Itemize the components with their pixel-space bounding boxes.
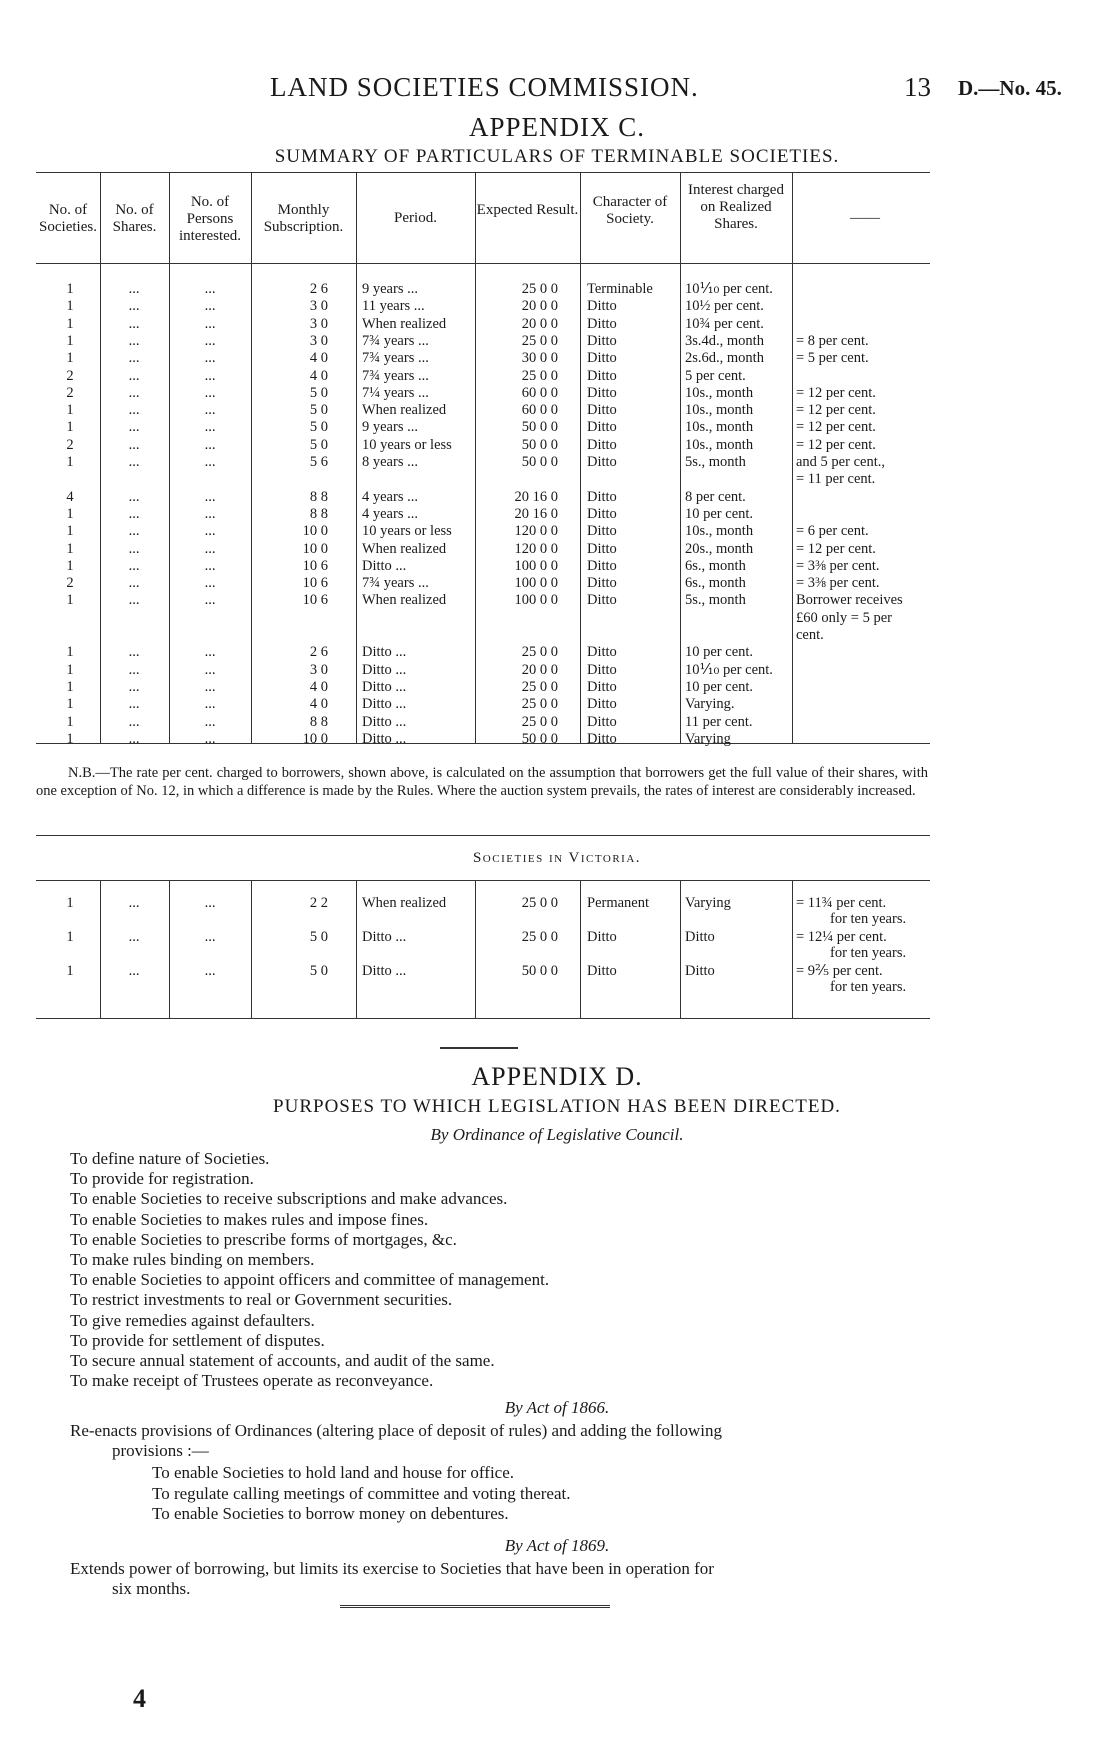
cell-chr: Ditto xyxy=(587,402,617,419)
cell-chr: Ditto xyxy=(587,929,617,945)
cell-chr: Ditto xyxy=(587,713,617,730)
victoria-bottom-rule xyxy=(36,1018,930,1019)
cell-int: 6s., month xyxy=(685,557,746,574)
cell-per: ... xyxy=(204,713,216,730)
cell-chr: Ditto xyxy=(587,332,617,349)
cell-rem: = 9⅖ per cent. xyxy=(796,963,883,979)
cell-sh: ... xyxy=(128,661,140,678)
appendix-c-title: APPENDIX C. xyxy=(468,112,646,142)
cell-rem: Borrower receives xyxy=(796,592,903,609)
col-header-societies: No. of Societies. xyxy=(39,202,97,235)
cell-soc: 1 xyxy=(66,402,74,419)
cell-exp: 100 0 0 xyxy=(514,557,558,574)
cell-per: ... xyxy=(204,298,216,315)
cell-exp: 20 0 0 xyxy=(521,298,558,315)
cell-chr: Ditto xyxy=(587,488,617,505)
cell-per: ... xyxy=(204,315,216,332)
ordinance-item: To restrict investments to real or Government securities. xyxy=(70,1290,453,1310)
cell-prd: When realized xyxy=(362,402,447,419)
cell-chr: Ditto xyxy=(587,644,617,661)
cell-soc: 1 xyxy=(66,540,74,557)
cell-int: Varying. xyxy=(685,696,735,713)
cell-chr: Ditto xyxy=(587,315,617,332)
cell-prd: 7¼ years ... xyxy=(362,384,429,401)
cell-soc: 1 xyxy=(66,332,74,349)
ordinance-item: To secure annual statement of accounts, and audit of the same. xyxy=(70,1351,495,1370)
cell-soc: 1 xyxy=(66,557,74,574)
cell-mon: 3 0 xyxy=(309,298,328,315)
cell-exp: 50 0 0 xyxy=(521,730,558,747)
col-header-remarks: —— xyxy=(850,210,880,226)
cell-per: ... xyxy=(204,384,216,401)
col-header-persons: No. of Persons interested. xyxy=(178,194,242,244)
cell-exp: 25 0 0 xyxy=(521,696,558,713)
cell-prd: When realized xyxy=(362,540,447,557)
cell-soc: 2 xyxy=(66,575,74,592)
cell-chr: Permanent xyxy=(587,895,650,911)
appendix-d-subtitle: PURPOSES TO WHICH LEGISLATION HAS BEEN DIRECTED. xyxy=(273,1096,841,1117)
cell-rem: = 3⅜ per cent. xyxy=(796,575,880,592)
act-1866-text: Re-enacts provisions of Ordinances (altering place of deposit of rules) and adding the following xyxy=(70,1421,722,1440)
cell-int: 10½ per cent. xyxy=(685,298,764,315)
cell-sh: ... xyxy=(128,696,140,713)
cell-mon: 8 8 xyxy=(309,505,328,522)
cell-per: ... xyxy=(204,661,216,678)
cell-per: ... xyxy=(204,592,216,609)
cell-mon: 4 0 xyxy=(309,350,328,367)
cell-sh: ... xyxy=(128,298,140,315)
cell-chr: Ditto xyxy=(587,661,617,678)
cell-chr: Ditto xyxy=(587,298,617,315)
cell-per: ... xyxy=(204,488,216,505)
cell-chr: Ditto xyxy=(587,367,617,384)
cell-soc: 1 xyxy=(66,350,74,367)
act-1869-text: Extends power of borrowing, but limits its exercise to Societies that have been in operation for xyxy=(70,1559,714,1578)
cell-int: 10 per cent. xyxy=(685,678,754,695)
page-number: 13 xyxy=(904,72,931,102)
cell-mon: 5 0 xyxy=(309,963,328,979)
cell-int: Varying xyxy=(685,895,731,911)
cell-int: Ditto xyxy=(685,929,715,945)
cell-mon: 5 0 xyxy=(309,384,328,401)
cell-mon: 10 0 xyxy=(302,540,328,557)
cell-mon: 4 0 xyxy=(309,696,328,713)
cell-rem-cont: for ten years. xyxy=(830,979,907,995)
ordinance-item: To enable Societies to makes rules and impose fines. xyxy=(70,1209,429,1229)
cell-per: ... xyxy=(204,436,216,453)
ordinance-item: To provide for settlement of disputes. xyxy=(70,1330,325,1350)
cell-per: ... xyxy=(204,895,216,911)
ordinance-item: To provide for registration. xyxy=(70,1169,254,1189)
cell-sh: ... xyxy=(128,540,140,557)
cell-sh: ... xyxy=(128,332,140,349)
document-number: D.—No. 45. xyxy=(958,76,1062,100)
cell-per: ... xyxy=(204,419,216,436)
cell-chr: Ditto xyxy=(587,540,617,557)
cell-sh: ... xyxy=(128,402,140,419)
cell-mon: 3 0 xyxy=(309,315,328,332)
cell-prd: 8 years ... xyxy=(362,454,418,470)
cell-sh: ... xyxy=(128,419,140,436)
cell-per: ... xyxy=(204,402,216,419)
cell-soc: 1 xyxy=(66,730,74,747)
cell-rem: = 8 per cent. xyxy=(796,332,869,349)
cell-sh: ... xyxy=(128,895,140,911)
cell-soc: 1 xyxy=(66,696,74,713)
cell-exp: 25 0 0 xyxy=(521,332,558,349)
cell-per: ... xyxy=(204,350,216,367)
cell-mon: 8 8 xyxy=(309,713,328,730)
cell-soc: 1 xyxy=(66,895,74,911)
cell-exp: 20 16 0 xyxy=(514,488,558,505)
cell-prd: 10 years or less xyxy=(362,523,452,540)
cell-sh: ... xyxy=(128,436,140,453)
cell-exp: 25 0 0 xyxy=(521,281,558,297)
cell-int: Ditto xyxy=(685,963,715,979)
cell-chr: Ditto xyxy=(587,575,617,592)
cell-int: 6s., month xyxy=(685,575,746,592)
cell-sh: ... xyxy=(128,281,140,297)
cell-int: 10s., month xyxy=(685,436,754,453)
cell-rem: and 5 per cent., xyxy=(796,454,885,470)
cell-chr: Ditto xyxy=(587,384,617,401)
table-note: N.B.—The rate per cent. charged to borrowers, shown above, is calculated on the assumption that borrowers get the full value of their shares, with one exception of No. 12, in which a difference is made by the Rules. Where the auction system prevails, the rates of interest are considerably increased. xyxy=(36,765,928,799)
ordinance-item: To define nature of Societies. xyxy=(70,1149,270,1168)
cell-prd: 4 years ... xyxy=(362,488,418,505)
cell-rem: £60 only = 5 per xyxy=(796,609,892,626)
cell-rem: = 5 per cent. xyxy=(796,350,869,367)
cell-per: ... xyxy=(204,929,216,945)
cell-int: 10s., month xyxy=(685,402,754,419)
footer-mark: 4 xyxy=(133,1684,146,1713)
cell-soc: 1 xyxy=(66,661,74,678)
cell-sh: ... xyxy=(128,367,140,384)
cell-chr: Ditto xyxy=(587,696,617,713)
cell-exp: 60 0 0 xyxy=(521,384,558,401)
cell-sh: ... xyxy=(128,454,140,470)
cell-int: 10s., month xyxy=(685,523,754,540)
cell-per: ... xyxy=(204,505,216,522)
cell-int: 3s.4d., month xyxy=(685,332,764,349)
col-header-character: Character of Society. xyxy=(592,194,668,227)
cell-chr: Ditto xyxy=(587,350,617,367)
cell-exp: 120 0 0 xyxy=(514,540,558,557)
col-header-shares: No. of Shares. xyxy=(112,202,157,235)
table-header-rule xyxy=(36,263,930,264)
victoria-top-rule xyxy=(36,835,930,836)
cell-exp: 25 0 0 xyxy=(521,929,558,945)
cell-soc: 1 xyxy=(66,523,74,540)
cell-int: 10s., month xyxy=(685,384,754,401)
cell-int: 10⅒ per cent. xyxy=(685,281,773,297)
cell-mon: 4 0 xyxy=(309,367,328,384)
cell-int: 10 per cent. xyxy=(685,644,754,661)
cell-mon: 5 0 xyxy=(309,402,328,419)
cell-chr: Ditto xyxy=(587,557,617,574)
cell-per: ... xyxy=(204,557,216,574)
cell-int: 10⅒ per cent. xyxy=(685,661,773,678)
cell-prd: Ditto ... xyxy=(362,644,407,661)
table-top-rule xyxy=(36,172,930,173)
cell-chr: Ditto xyxy=(587,592,617,609)
cell-prd: When realized xyxy=(362,895,447,911)
cell-per: ... xyxy=(204,963,216,979)
cell-sh: ... xyxy=(128,929,140,945)
cell-mon: 4 0 xyxy=(309,678,328,695)
cell-prd: Ditto ... xyxy=(362,713,407,730)
cell-soc: 2 xyxy=(66,367,74,384)
cell-int: 5s., month xyxy=(685,592,746,609)
cell-rem: = 6 per cent. xyxy=(796,523,869,540)
cell-exp: 25 0 0 xyxy=(521,678,558,695)
cell-exp: 25 0 0 xyxy=(521,713,558,730)
cell-rem: = 12 per cent. xyxy=(796,384,876,401)
cell-soc: 2 xyxy=(66,436,74,453)
cell-int: Varying xyxy=(685,730,731,747)
cell-prd: Ditto ... xyxy=(362,661,407,678)
cell-int: 20s., month xyxy=(685,540,754,557)
cell-exp: 50 0 0 xyxy=(521,419,558,436)
cell-sh: ... xyxy=(128,963,140,979)
ordinance-heading: By Ordinance of Legislative Council. xyxy=(430,1125,684,1144)
cell-sh: ... xyxy=(128,557,140,574)
col-divider xyxy=(580,880,581,1018)
cell-int: 8 per cent. xyxy=(685,488,746,505)
cell-rem: cent. xyxy=(796,627,824,643)
col-divider xyxy=(580,172,581,743)
act-1869-text-cont: six months. xyxy=(112,1579,191,1598)
act-1866-text-cont: provisions :— xyxy=(112,1441,209,1460)
cell-prd: 11 years ... xyxy=(362,298,425,315)
cell-mon: 2 6 xyxy=(309,644,328,661)
cell-mon: 10 6 xyxy=(302,557,328,574)
cell-per: ... xyxy=(204,367,216,384)
cell-sh: ... xyxy=(128,384,140,401)
cell-rem: = 12 per cent. xyxy=(796,436,876,453)
cell-prd: Ditto ... xyxy=(362,730,407,747)
col-header-monthly: Monthly Subscription. xyxy=(263,202,344,235)
cell-exp: 60 0 0 xyxy=(521,402,558,419)
cell-sh: ... xyxy=(128,315,140,332)
col-divider xyxy=(356,172,357,743)
cell-prd: Ditto ... xyxy=(362,696,407,713)
act-1866-item: To enable Societies to borrow money on debentures. xyxy=(152,1504,509,1523)
cell-mon: 3 0 xyxy=(309,332,328,349)
cell-prd: 7¾ years ... xyxy=(362,332,429,349)
cell-per: ... xyxy=(204,644,216,661)
cell-chr: Ditto xyxy=(587,454,617,470)
act-1866-item: To enable Societies to hold land and house for office. xyxy=(152,1463,515,1482)
cell-prd: 9 years ... xyxy=(362,281,418,297)
cell-mon: 10 0 xyxy=(302,730,328,747)
cell-mon: 10 6 xyxy=(302,575,328,592)
cell-soc: 1 xyxy=(66,592,74,609)
cell-soc: 1 xyxy=(66,298,74,315)
victoria-header-rule xyxy=(36,880,930,881)
cell-prd: 7¾ years ... xyxy=(362,575,429,592)
ordinance-item: To enable Societies to appoint officers and committee of management. xyxy=(70,1270,550,1290)
cell-mon: 10 0 xyxy=(302,523,328,540)
cell-per: ... xyxy=(204,281,216,297)
cell-sh: ... xyxy=(128,505,140,522)
cell-exp: 20 16 0 xyxy=(514,505,558,522)
cell-soc: 4 xyxy=(66,488,74,505)
ordinance-item: To enable Societies to prescribe forms of mortgages, &c. xyxy=(70,1229,457,1249)
cell-per: ... xyxy=(204,523,216,540)
cell-rem: = 12¼ per cent. xyxy=(796,929,887,945)
appendix-d-title: APPENDIX D. xyxy=(471,1062,643,1091)
cell-prd: Ditto ... xyxy=(362,963,407,979)
cell-chr: Ditto xyxy=(587,963,617,979)
col-divider xyxy=(356,880,357,1018)
cell-exp: 25 0 0 xyxy=(521,895,558,911)
cell-soc: 1 xyxy=(66,419,74,436)
ordinance-item: To give remedies against defaulters. xyxy=(70,1310,315,1330)
cell-int: 5 per cent. xyxy=(685,367,746,384)
cell-soc: 2 xyxy=(66,384,74,401)
cell-exp: 25 0 0 xyxy=(521,644,558,661)
cell-per: ... xyxy=(204,696,216,713)
cell-exp: 50 0 0 xyxy=(521,436,558,453)
act-1869-heading: By Act of 1869. xyxy=(504,1536,610,1555)
col-header-period: Period. xyxy=(394,210,437,226)
cell-per: ... xyxy=(204,454,216,470)
cell-chr: Ditto xyxy=(587,730,617,747)
cell-prd: 10 years or less xyxy=(362,436,452,453)
cell-mon: 5 0 xyxy=(309,436,328,453)
cell-prd: 4 years ... xyxy=(362,505,418,522)
cell-mon: 2 2 xyxy=(309,895,328,911)
cell-chr: Terminable xyxy=(587,281,653,297)
cell-sh: ... xyxy=(128,730,140,747)
cell-exp: 30 0 0 xyxy=(521,350,558,367)
cell-mon: 2 6 xyxy=(309,281,328,297)
cell-exp: 100 0 0 xyxy=(514,575,558,592)
page-header-title: LAND SOCIETIES COMMISSION. xyxy=(270,72,699,102)
cell-soc: 1 xyxy=(66,315,74,332)
cell-chr: Ditto xyxy=(587,419,617,436)
cell-soc: 1 xyxy=(66,644,74,661)
cell-sh: ... xyxy=(128,678,140,695)
ordinance-item: To enable Societies to receive subscriptions and make advances. xyxy=(70,1189,508,1209)
cell-exp: 100 0 0 xyxy=(514,592,558,609)
cell-rem: = 12 per cent. xyxy=(796,402,876,419)
cell-per: ... xyxy=(204,730,216,747)
cell-rem: = 3⅜ per cent. xyxy=(796,557,880,574)
section-divider xyxy=(440,1047,518,1049)
cell-int: 10 per cent. xyxy=(685,505,754,522)
cell-prd: Ditto ... xyxy=(362,557,407,574)
cell-soc: 1 xyxy=(66,505,74,522)
cell-exp: 20 0 0 xyxy=(521,661,558,678)
cell-rem: = 11¾ per cent. xyxy=(796,895,887,911)
cell-rem: = 11 per cent. xyxy=(796,471,876,488)
cell-sh: ... xyxy=(128,575,140,592)
cell-sh: ... xyxy=(128,644,140,661)
cell-sh: ... xyxy=(128,713,140,730)
cell-exp: 20 0 0 xyxy=(521,315,558,332)
cell-int: 10¾ per cent. xyxy=(685,315,764,332)
appendix-c-subtitle: SUMMARY OF PARTICULARS OF TERMINABLE SOCIETIES. xyxy=(274,146,840,167)
cell-exp: 120 0 0 xyxy=(514,523,558,540)
act-1866-heading: By Act of 1866. xyxy=(504,1398,610,1417)
cell-sh: ... xyxy=(128,523,140,540)
cell-per: ... xyxy=(204,678,216,695)
cell-prd: 7¾ years ... xyxy=(362,367,429,384)
cell-soc: 1 xyxy=(66,454,74,470)
ordinance-item: To make rules binding on members. xyxy=(70,1250,315,1269)
cell-rem-cont: for ten years. xyxy=(830,945,907,961)
cell-int: 10s., month xyxy=(685,419,754,436)
cell-prd: When realized xyxy=(362,592,447,609)
cell-sh: ... xyxy=(128,592,140,609)
cell-mon: 5 6 xyxy=(309,454,328,470)
cell-per: ... xyxy=(204,332,216,349)
cell-per: ... xyxy=(204,575,216,592)
cell-exp: 50 0 0 xyxy=(521,454,558,470)
cell-int: 11 per cent. xyxy=(685,713,753,730)
act-1866-item: To regulate calling meetings of committee and voting thereat. xyxy=(152,1483,571,1503)
cell-prd: Ditto ... xyxy=(362,678,407,695)
cell-mon: 5 0 xyxy=(309,419,328,436)
cell-rem: = 12 per cent. xyxy=(796,540,876,557)
cell-soc: 1 xyxy=(66,963,74,979)
cell-chr: Ditto xyxy=(587,523,617,540)
ordinance-item: To make receipt of Trustees operate as reconveyance. xyxy=(70,1371,434,1391)
cell-chr: Ditto xyxy=(587,436,617,453)
col-header-expected: Expected Result. xyxy=(476,202,579,218)
cell-mon: 8 8 xyxy=(309,488,328,505)
cell-rem-cont: for ten years. xyxy=(830,911,907,927)
cell-chr: Ditto xyxy=(587,678,617,695)
cell-per: ... xyxy=(204,540,216,557)
closing-rule xyxy=(340,1605,610,1608)
cell-exp: 25 0 0 xyxy=(521,367,558,384)
cell-soc: 1 xyxy=(66,281,74,297)
cell-mon: 3 0 xyxy=(309,661,328,678)
cell-prd: Ditto ... xyxy=(362,929,407,945)
cell-int: 5s., month xyxy=(685,454,746,470)
cell-sh: ... xyxy=(128,350,140,367)
victoria-title: Societies in Victoria. xyxy=(472,850,642,866)
cell-sh: ... xyxy=(128,488,140,505)
cell-int: 2s.6d., month xyxy=(685,350,764,367)
cell-soc: 1 xyxy=(66,929,74,945)
cell-rem: = 12 per cent. xyxy=(796,419,876,436)
cell-chr: Ditto xyxy=(587,505,617,522)
cell-prd: When realized xyxy=(362,315,447,332)
cell-exp: 50 0 0 xyxy=(521,963,558,979)
cell-soc: 1 xyxy=(66,713,74,730)
cell-prd: 7¾ years ... xyxy=(362,350,429,367)
cell-soc: 1 xyxy=(66,678,74,695)
cell-prd: 9 years ... xyxy=(362,419,418,436)
cell-mon: 10 6 xyxy=(302,592,328,609)
col-header-interest: Interest charged on Realized Shares. xyxy=(688,182,784,232)
cell-mon: 5 0 xyxy=(309,929,328,945)
